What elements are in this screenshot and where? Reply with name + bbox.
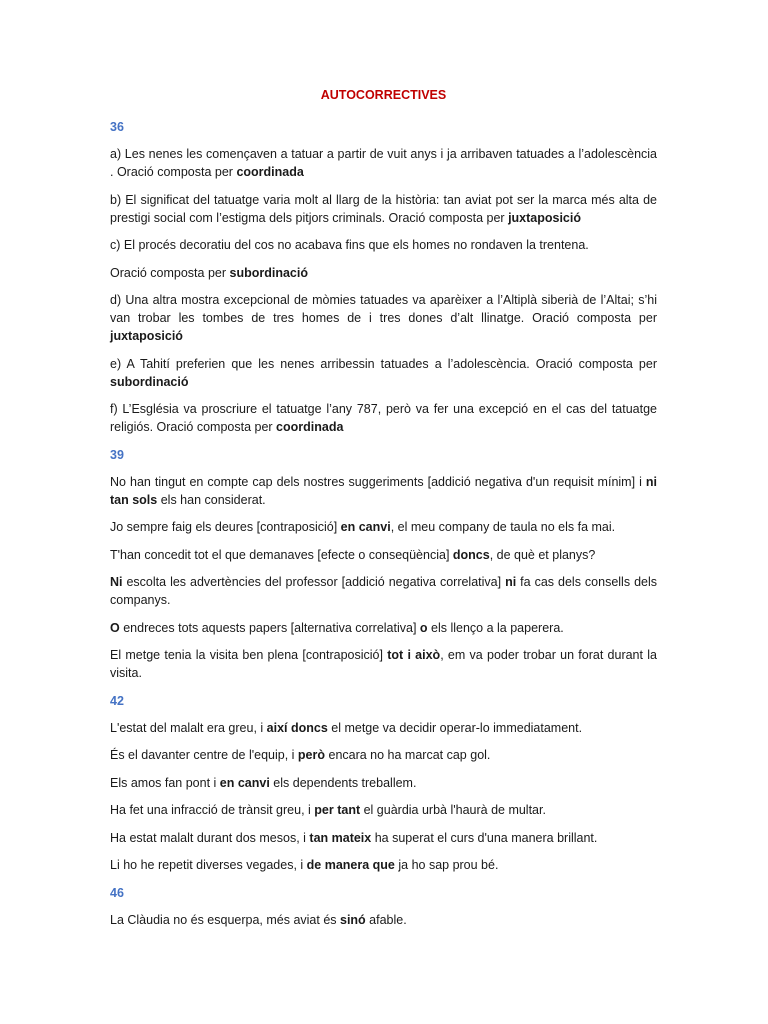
paragraph-text: , el meu company de taula no els fa mai. bbox=[390, 520, 616, 534]
highlighted-term: tot i això bbox=[387, 648, 441, 662]
paragraph-text: f) L’Església va proscriure el tatuatge l’any 787, però va fer una excepció en el cas del tatuatge religiós. Oració composta per bbox=[110, 402, 657, 434]
answer-paragraph bbox=[110, 911, 657, 929]
answer-paragraph bbox=[110, 646, 657, 682]
highlighted-term: coordinada bbox=[236, 165, 304, 179]
paragraph-text: És el davanter centre de l'equip, i bbox=[110, 748, 298, 762]
answer-paragraph bbox=[110, 746, 657, 764]
answer-paragraph bbox=[110, 355, 657, 391]
highlighted-term: juxtaposició bbox=[508, 210, 581, 225]
highlighted-term: Ni bbox=[110, 575, 123, 589]
highlighted-term: però bbox=[297, 748, 326, 762]
answer-paragraph bbox=[110, 719, 657, 737]
answer-paragraph bbox=[110, 774, 657, 792]
paragraph-text: e) A Tahití preferien que les nenes arribessin tatuades a l’adolescència. Oració composta per bbox=[110, 356, 657, 371]
exercise-number: 46 bbox=[110, 885, 124, 900]
answer-paragraph bbox=[110, 264, 657, 282]
highlighted-term: subordinació bbox=[229, 265, 308, 280]
highlighted-term: ni bbox=[505, 575, 517, 589]
answer-paragraph bbox=[110, 546, 657, 564]
highlighted-term: en canvi bbox=[340, 520, 391, 534]
answer-paragraph bbox=[110, 801, 657, 819]
highlighted-term: en canvi bbox=[219, 775, 270, 790]
paragraph-text: d) Una altra mostra excepcional de mòmies tatuades va aparèixer a l’Altiplà siberià de l’Altai; s’hi van trobar les tombes de tres homes de i tres dones d’alt llinatge. Oració composta per bbox=[110, 293, 657, 325]
highlighted-term: juxtaposició bbox=[110, 329, 183, 343]
highlighted-term: així doncs bbox=[266, 720, 328, 735]
paragraph-text: el metge va decidir operar-lo immediatament. bbox=[327, 720, 583, 735]
paragraph-text: el guàrdia urbà l'haurà de multar. bbox=[360, 803, 546, 817]
paragraph-text: Ha fet una infracció de trànsit greu, i bbox=[110, 803, 315, 817]
highlighted-term: ni tan sols bbox=[110, 474, 657, 507]
paragraph-text: La Clàudia no és esquerpa, més aviat és bbox=[110, 912, 340, 927]
answer-paragraph bbox=[110, 473, 657, 509]
paragraph-text: , de què et planys? bbox=[489, 547, 596, 562]
document-title: AUTOCORRECTIVES bbox=[320, 88, 447, 102]
exercise-number: 42 bbox=[110, 693, 124, 708]
paragraph-text: a) Les nenes les començaven a tatuar a partir de vuit anys i ja arribaven tatuades a l’adolescència . Oració composta per bbox=[110, 147, 657, 179]
answer-paragraph bbox=[110, 191, 657, 227]
paragraph-text: Oració composta per bbox=[110, 265, 230, 280]
paragraph-text: els han considerat. bbox=[157, 492, 266, 507]
answer-paragraph bbox=[110, 518, 657, 536]
paragraph-text: ja ho sap prou bé. bbox=[394, 858, 499, 872]
answer-paragraph bbox=[110, 145, 657, 181]
answer-paragraph bbox=[110, 619, 657, 637]
answer-paragraph bbox=[110, 291, 657, 345]
paragraph-text: b) El significat del tatuatge varia molt al llarg de la història: tan aviat pot ser la marca més alta de prestigi social com l’estigma dels pitjors criminals. Oració composta per bbox=[110, 192, 657, 225]
highlighted-term: de manera que bbox=[306, 858, 395, 872]
paragraph-text: Jo sempre faig els deures [contraposició] bbox=[110, 520, 341, 534]
paragraph-text: c) El procés decoratiu del cos no acabava fins que els homes no rondaven la trentena. bbox=[110, 238, 589, 252]
paragraph-text: , em va poder trobar un forat durant la visita. bbox=[110, 648, 657, 680]
paragraph-text: els dependents treballem. bbox=[269, 775, 417, 790]
paragraph-text: ha superat el curs d'una manera brillant. bbox=[371, 830, 598, 845]
highlighted-term: coordinada bbox=[276, 420, 344, 434]
highlighted-term: O bbox=[110, 620, 120, 635]
highlighted-term: sinó bbox=[340, 912, 366, 927]
exercise-number: 39 bbox=[110, 447, 124, 462]
paragraph-text: Els amos fan pont i bbox=[110, 775, 220, 790]
paragraph-text: No han tingut en compte cap dels nostres suggeriments [addició negativa d'un requisit mínim] i bbox=[110, 474, 646, 489]
document-page bbox=[110, 86, 657, 938]
exercise-number: 36 bbox=[110, 120, 124, 134]
answer-paragraph bbox=[110, 573, 657, 609]
highlighted-term: o bbox=[419, 620, 428, 635]
document-body bbox=[110, 118, 657, 929]
paragraph-text: T'han concedit tot el que demanaves [efecte o conseqüència] bbox=[110, 547, 453, 562]
paragraph-text: L'estat del malalt era greu, i bbox=[110, 720, 267, 735]
paragraph-text: els llenço a la paperera. bbox=[427, 620, 564, 635]
answer-paragraph bbox=[110, 400, 657, 436]
paragraph-text: fa cas dels consells dels companys. bbox=[110, 575, 658, 607]
answer-paragraph bbox=[110, 856, 657, 874]
highlighted-term: doncs bbox=[452, 547, 490, 562]
paragraph-text: endreces tots aquests papers [alternativa correlativa] bbox=[119, 620, 420, 635]
highlighted-term: subordinació bbox=[110, 374, 189, 389]
highlighted-term: tan mateix bbox=[309, 830, 372, 845]
highlighted-term: per tant bbox=[314, 803, 361, 817]
paragraph-text: encara no ha marcat cap gol. bbox=[325, 748, 491, 762]
paragraph-text: Ha estat malalt durant dos mesos, i bbox=[110, 830, 310, 845]
paragraph-text: escolta les advertències del professor [addició negativa correlativa] bbox=[122, 575, 506, 589]
paragraph-text: afable. bbox=[365, 912, 407, 927]
answer-paragraph bbox=[110, 236, 657, 254]
paragraph-text: Li ho he repetit diverses vegades, i bbox=[110, 858, 307, 872]
paragraph-text: El metge tenia la visita ben plena [contraposició] bbox=[110, 648, 388, 662]
answer-paragraph bbox=[110, 829, 657, 847]
